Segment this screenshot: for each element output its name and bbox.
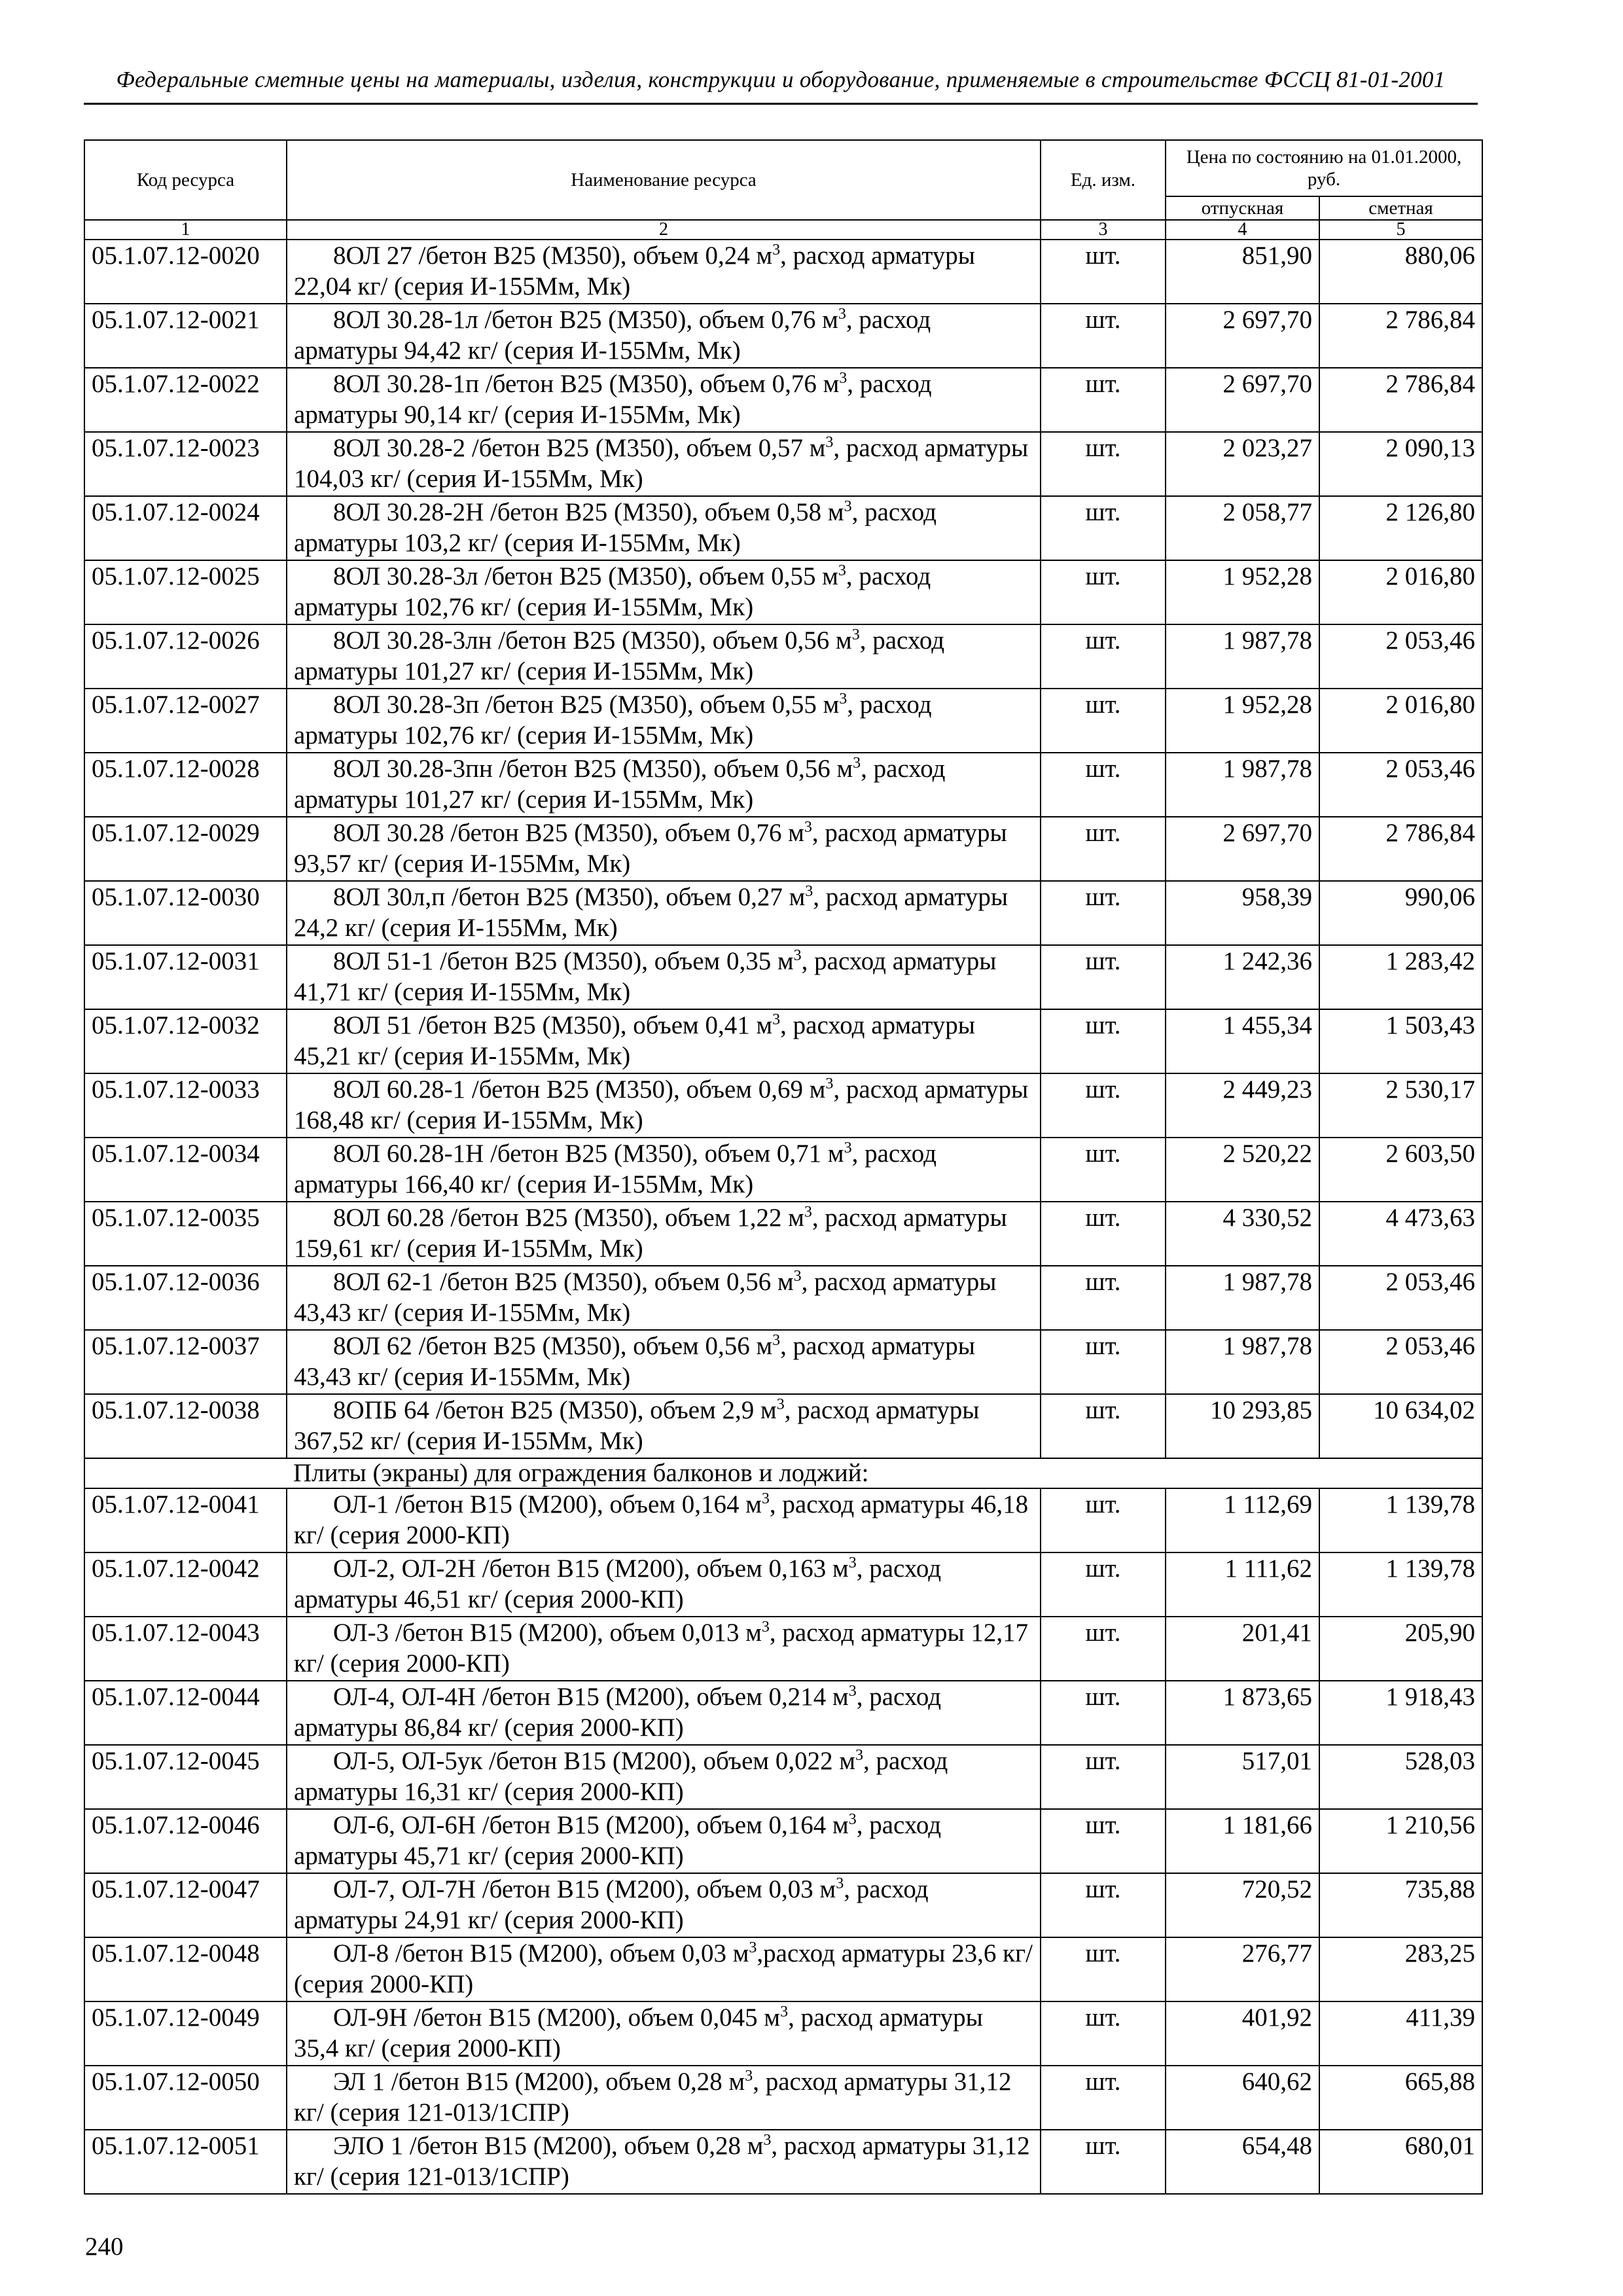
header-rule <box>84 103 1478 105</box>
resource-name <box>287 1202 1041 1266</box>
superscript: 3 <box>839 691 847 708</box>
resource-name-tail: , расход арматуры 31,12 кг/ (серия 121-013/1СПР) <box>294 2132 1030 2191</box>
table-row <box>84 2130 1482 2194</box>
resource-name-text: 8ОЛ 30.28-3лн /бетон В25 (М350), объем 0,56 м <box>333 626 852 655</box>
table-row <box>84 368 1482 432</box>
superscript: 3 <box>844 1139 852 1157</box>
resource-name <box>287 881 1041 945</box>
estimate-price: 1 210,56 <box>1319 1809 1482 1873</box>
resource-code: 05.1.07.12-0020 <box>84 240 287 304</box>
resource-name-text: ЭЛО 1 /бетон В15 (М200), объем 0,28 м <box>333 2132 764 2160</box>
column-header-unit: Ед. изм. <box>1041 140 1166 220</box>
release-price: 1 181,66 <box>1166 1809 1319 1873</box>
unit: шт. <box>1041 1488 1166 1552</box>
superscript: 3 <box>780 2003 789 2020</box>
estimate-price: 4 473,63 <box>1319 1202 1482 1266</box>
table-row <box>84 881 1482 945</box>
estimate-price: 1 283,42 <box>1319 945 1482 1009</box>
resource-name-text: 8ОЛ 30.28-2Н /бетон В25 (М350), объем 0,58 м <box>333 498 844 526</box>
resource-name <box>287 240 1041 304</box>
estimate-price: 2 786,84 <box>1319 368 1482 432</box>
resource-name <box>287 753 1041 817</box>
unit: шт. <box>1041 1073 1166 1138</box>
resource-code: 05.1.07.12-0038 <box>84 1394 287 1458</box>
unit: шт. <box>1041 1873 1166 1937</box>
table-row <box>84 496 1482 560</box>
estimate-price: 2 786,84 <box>1319 817 1482 881</box>
resource-name-tail: , расход арматуры 24,2 кг/ (серия И-155Мм, Мк) <box>294 883 1008 942</box>
superscript: 3 <box>848 1811 857 1828</box>
release-price: 276,77 <box>1166 1937 1319 2001</box>
estimate-price: 2 053,46 <box>1319 1266 1482 1330</box>
estimate-price: 880,06 <box>1319 240 1482 304</box>
resource-name <box>287 1266 1041 1330</box>
unit: шт. <box>1041 1330 1166 1394</box>
resource-code: 05.1.07.12-0037 <box>84 1330 287 1394</box>
release-price: 2 697,70 <box>1166 304 1319 368</box>
unit: шт. <box>1041 304 1166 368</box>
release-price: 4 330,52 <box>1166 1202 1319 1266</box>
resource-name-text: 8ОЛ 51 /бетон В25 (М350), объем 0,41 м <box>333 1011 773 1039</box>
resource-code: 05.1.07.12-0025 <box>84 560 287 624</box>
estimate-price: 680,01 <box>1319 2130 1482 2194</box>
table-row <box>84 753 1482 817</box>
column-header-estimate-price: сметная <box>1319 196 1482 220</box>
table-row <box>84 1809 1482 1873</box>
resource-name-tail: , расход арматуры 45,71 кг/ (серия 2000-КП) <box>294 1811 942 1870</box>
superscript: 3 <box>805 883 813 900</box>
release-price: 1 987,78 <box>1166 753 1319 817</box>
superscript: 3 <box>745 2068 753 2085</box>
unit: шт. <box>1041 1937 1166 2001</box>
estimate-price: 735,88 <box>1319 1873 1482 1937</box>
release-price: 2 520,22 <box>1166 1138 1319 1202</box>
unit: шт. <box>1041 881 1166 945</box>
resource-name-text: ОЛ-1 /бетон В15 (М200), объем 0,164 м <box>333 1490 762 1518</box>
resource-name <box>287 1745 1041 1809</box>
release-price: 1 952,28 <box>1166 689 1319 753</box>
resource-code: 05.1.07.12-0045 <box>84 1745 287 1809</box>
estimate-price: 2 053,46 <box>1319 624 1482 689</box>
section-title: Плиты (экраны) для ограждения балконов и лоджий: <box>287 1458 1482 1488</box>
unit: шт. <box>1041 1681 1166 1745</box>
resource-name-tail: , расход арматуры 35,4 кг/ (серия 2000-КП) <box>294 2003 983 2062</box>
table-row <box>84 624 1482 689</box>
estimate-price: 1 918,43 <box>1319 1681 1482 1745</box>
resource-code: 05.1.07.12-0046 <box>84 1809 287 1873</box>
superscript: 3 <box>838 562 846 579</box>
resource-name <box>287 1681 1041 1745</box>
superscript: 3 <box>804 819 812 836</box>
unit: шт. <box>1041 624 1166 689</box>
superscript: 3 <box>853 755 861 772</box>
table-row <box>84 560 1482 624</box>
resource-name-text: 8ОЛ 30.28-1п /бетон В25 (М350), объем 0,76 м <box>333 370 840 398</box>
resource-code: 05.1.07.12-0034 <box>84 1138 287 1202</box>
superscript: 3 <box>851 626 860 643</box>
release-price: 1 952,28 <box>1166 560 1319 624</box>
resource-name-text: 8ОЛ 30.28-2 /бетон В25 (М350), объем 0,57 м <box>333 434 826 462</box>
resource-name <box>287 368 1041 432</box>
superscript: 3 <box>804 1204 812 1221</box>
resource-name <box>287 1552 1041 1617</box>
unit: шт. <box>1041 1394 1166 1458</box>
resource-name-tail: , расход арматуры 90,14 кг/ (серия И-155Мм, Мк) <box>294 370 932 429</box>
estimate-price: 528,03 <box>1319 1745 1482 1809</box>
resource-name <box>287 1488 1041 1552</box>
release-price: 401,92 <box>1166 2001 1319 2066</box>
table-row <box>84 240 1482 304</box>
resource-code: 05.1.07.12-0026 <box>84 624 287 689</box>
release-price: 958,39 <box>1166 881 1319 945</box>
unit: шт. <box>1041 1809 1166 1873</box>
resource-name <box>287 1617 1041 1681</box>
unit: шт. <box>1041 560 1166 624</box>
estimate-price: 2 603,50 <box>1319 1138 1482 1202</box>
resource-name-text: 8ОЛ 51-1 /бетон В25 (М350), объем 0,35 м <box>333 947 794 975</box>
unit: шт. <box>1041 753 1166 817</box>
resource-name <box>287 1073 1041 1138</box>
resource-name-tail: ,расход арматуры 23,6 кг/ (серия 2000-КП) <box>294 1939 1033 1998</box>
resource-code: 05.1.07.12-0030 <box>84 881 287 945</box>
resource-name <box>287 945 1041 1009</box>
unit: шт. <box>1041 1745 1166 1809</box>
superscript: 3 <box>839 370 847 387</box>
running-title: Федеральные сметные цены на материалы, изделия, конструкции и оборудование, применяемые в строительстве ФССЦ 81-01-2001 <box>116 67 1446 92</box>
resource-name <box>287 1937 1041 2001</box>
resource-code: 05.1.07.12-0024 <box>84 496 287 560</box>
table-row <box>84 1073 1482 1138</box>
resource-code: 05.1.07.12-0043 <box>84 1617 287 1681</box>
resource-name <box>287 624 1041 689</box>
resource-name-tail: , расход арматуры 166,40 кг/ (серия И-155Мм, Мк) <box>294 1139 936 1198</box>
resource-name-tail: , расход арматуры 16,31 кг/ (серия 2000-КП) <box>294 1747 948 1806</box>
release-price: 720,52 <box>1166 1873 1319 1937</box>
column-number: 3 <box>1041 220 1166 240</box>
superscript: 3 <box>761 1619 770 1636</box>
resource-name-text: ОЛ-7, ОЛ-7Н /бетон В15 (М200), объем 0,03 м <box>333 1875 836 1903</box>
estimate-price: 411,39 <box>1319 2001 1482 2066</box>
superscript: 3 <box>844 498 852 515</box>
resource-name-tail: , расход арматуры 86,84 кг/ (серия 2000-КП) <box>294 1683 942 1742</box>
column-header-code: Код ресурса <box>84 140 287 220</box>
superscript: 3 <box>848 1683 857 1700</box>
table-row <box>84 432 1482 496</box>
release-price: 2 697,70 <box>1166 368 1319 432</box>
resource-name-text: ОЛ-8 /бетон В15 (М200), объем 0,03 м <box>333 1939 749 1967</box>
superscript: 3 <box>772 242 781 259</box>
resource-name-text: ОЛ-9Н /бетон В15 (М200), объем 0,045 м <box>333 2003 781 2032</box>
estimate-price: 10 634,02 <box>1319 1394 1482 1458</box>
resource-code: 05.1.07.12-0035 <box>84 1202 287 1266</box>
resource-name-tail: , расход арматуры 102,76 кг/ (серия И-155Мм, Мк) <box>294 562 931 621</box>
resource-name-tail: , расход арматуры 45,21 кг/ (серия И-155Мм, Мк) <box>294 1011 975 1070</box>
superscript: 3 <box>825 1075 834 1092</box>
superscript: 3 <box>749 1939 757 1956</box>
resource-name-text: 8ОЛ 30.28-3пн /бетон В25 (М350), объем 0,56 м <box>333 755 853 783</box>
resource-name <box>287 2066 1041 2130</box>
unit: шт. <box>1041 817 1166 881</box>
resource-code: 05.1.07.12-0047 <box>84 1873 287 1937</box>
table-row <box>84 1138 1482 1202</box>
table-row <box>84 2066 1482 2130</box>
resource-name-text: 8ОЛ 30.28-3п /бетон В25 (М350), объем 0,55 м <box>333 691 840 719</box>
release-price: 1 873,65 <box>1166 1681 1319 1745</box>
resource-name-tail: , расход арматуры 24,91 кг/ (серия 2000-КП) <box>294 1875 929 1934</box>
release-price: 640,62 <box>1166 2066 1319 2130</box>
release-price: 2 449,23 <box>1166 1073 1319 1138</box>
estimate-price: 1 503,43 <box>1319 1009 1482 1073</box>
resource-name-text: ОЛ-5, ОЛ-5ук /бетон В15 (М200), объем 0,022 м <box>333 1747 856 1775</box>
resource-name-tail: , расход арматуры 46,51 кг/ (серия 2000-КП) <box>294 1554 942 1613</box>
estimate-price: 665,88 <box>1319 2066 1482 2130</box>
table-row <box>84 1009 1482 1073</box>
section-code-cell <box>84 1458 287 1488</box>
superscript: 3 <box>761 1490 770 1507</box>
table-row <box>84 1937 1482 2001</box>
resource-name <box>287 304 1041 368</box>
unit: шт. <box>1041 432 1166 496</box>
resource-name-tail: , расход арматуры 43,43 кг/ (серия И-155Мм, Мк) <box>294 1332 975 1391</box>
release-price: 201,41 <box>1166 1617 1319 1681</box>
superscript: 3 <box>793 1268 802 1285</box>
resource-code: 05.1.07.12-0050 <box>84 2066 287 2130</box>
release-price: 1 987,78 <box>1166 1330 1319 1394</box>
release-price: 851,90 <box>1166 240 1319 304</box>
estimate-price: 1 139,78 <box>1319 1552 1482 1617</box>
release-price: 1 987,78 <box>1166 1266 1319 1330</box>
table-row <box>84 1745 1482 1809</box>
resource-name-tail: , расход арматуры 93,57 кг/ (серия И-155Мм, Мк) <box>294 819 1007 878</box>
resource-name-tail: , расход арматуры 104,03 кг/ (серия И-155Мм, Мк) <box>294 434 1029 493</box>
superscript: 3 <box>855 1747 864 1764</box>
resource-name-tail: , расход арматуры 12,17 кг/ (серия 2000-КП) <box>294 1619 1029 1677</box>
release-price: 654,48 <box>1166 2130 1319 2194</box>
release-price: 1 242,36 <box>1166 945 1319 1009</box>
estimate-price: 2 530,17 <box>1319 1073 1482 1138</box>
unit: шт. <box>1041 496 1166 560</box>
unit: шт. <box>1041 689 1166 753</box>
resource-code: 05.1.07.12-0022 <box>84 368 287 432</box>
superscript: 3 <box>836 1875 844 1892</box>
resource-name-tail: , расход арматуры 46,18 кг/ (серия 2000-КП) <box>294 1490 1029 1549</box>
resource-name-tail: , расход арматуры 367,52 кг/ (серия И-155Мм, Мк) <box>294 1396 980 1455</box>
table-row <box>84 304 1482 368</box>
resource-name-tail: , расход арматуры 43,43 кг/ (серия И-155Мм, Мк) <box>294 1268 997 1327</box>
superscript: 3 <box>838 306 846 323</box>
unit: шт. <box>1041 2130 1166 2194</box>
release-price: 2 058,77 <box>1166 496 1319 560</box>
table-row <box>84 2001 1482 2066</box>
resource-code: 05.1.07.12-0033 <box>84 1073 287 1138</box>
resource-name-text: 8ОЛ 62 /бетон В25 (М350), объем 0,56 м <box>333 1332 773 1360</box>
estimate-price: 283,25 <box>1319 1937 1482 2001</box>
page-number: 240 <box>85 2233 124 2261</box>
resource-name <box>287 2130 1041 2194</box>
resource-name-text: ОЛ-4, ОЛ-4Н /бетон В15 (М200), объем 0,214 м <box>333 1683 849 1711</box>
resource-name <box>287 689 1041 753</box>
resource-name-text: 8ОЛ 60.28-1 /бетон В25 (М350), объем 0,69 м <box>333 1075 826 1103</box>
release-price: 10 293,85 <box>1166 1394 1319 1458</box>
column-number-row <box>84 220 1482 240</box>
table-row <box>84 1266 1482 1330</box>
resource-name-text: ОЛ-2, ОЛ-2Н /бетон В15 (М200), объем 0,163 м <box>333 1554 849 1583</box>
resource-name-text: 8ОЛ 30.28-3л /бетон В25 (М350), объем 0,55 м <box>333 562 838 590</box>
resource-name-text: 8ОЛ 30.28-1л /бетон В25 (М350), объем 0,76 м <box>333 306 838 334</box>
table-row <box>84 689 1482 753</box>
resource-name-tail: , расход арматуры 103,2 кг/ (серия И-155Мм, Мк) <box>294 498 936 557</box>
resource-name-text: ОЛ-3 /бетон В15 (М200), объем 0,013 м <box>333 1619 762 1647</box>
table-row <box>84 1873 1482 1937</box>
unit: шт. <box>1041 1138 1166 1202</box>
estimate-price: 2 016,80 <box>1319 689 1482 753</box>
resource-name-tail: , расход арматуры 168,48 кг/ (серия И-155Мм, Мк) <box>294 1075 1029 1134</box>
resource-code: 05.1.07.12-0027 <box>84 689 287 753</box>
resource-code: 05.1.07.12-0051 <box>84 2130 287 2194</box>
resource-name <box>287 1009 1041 1073</box>
resource-name <box>287 1809 1041 1873</box>
resource-name <box>287 432 1041 496</box>
table-row <box>84 817 1482 881</box>
superscript: 3 <box>772 1011 781 1028</box>
unit: шт. <box>1041 1552 1166 1617</box>
resource-code: 05.1.07.12-0042 <box>84 1552 287 1617</box>
resource-name-text: 8ОЛ 60.28-1Н /бетон В25 (М350), объем 0,71 м <box>333 1139 844 1168</box>
column-header-price-group: Цена по состоянию на 01.01.2000, руб. <box>1166 140 1482 196</box>
superscript: 3 <box>776 1396 785 1413</box>
resource-code: 05.1.07.12-0032 <box>84 1009 287 1073</box>
column-number: 4 <box>1166 220 1319 240</box>
superscript: 3 <box>825 434 834 451</box>
resource-code: 05.1.07.12-0021 <box>84 304 287 368</box>
resource-name <box>287 1873 1041 1937</box>
superscript: 3 <box>793 947 802 964</box>
resource-name-text: 8ОЛ 60.28 /бетон В25 (М350), объем 1,22 м <box>333 1204 804 1232</box>
resource-code: 05.1.07.12-0049 <box>84 2001 287 2066</box>
table-row <box>84 1202 1482 1266</box>
estimate-price: 2 786,84 <box>1319 304 1482 368</box>
resource-name-text: 8ОЛ 27 /бетон В25 (М350), объем 0,24 м <box>333 242 773 270</box>
table-row <box>84 1488 1482 1552</box>
unit: шт. <box>1041 1617 1166 1681</box>
unit: шт. <box>1041 1266 1166 1330</box>
resource-name-tail: , расход арматуры 102,76 кг/ (серия И-155Мм, Мк) <box>294 691 932 749</box>
estimate-price: 1 139,78 <box>1319 1488 1482 1552</box>
resource-name <box>287 817 1041 881</box>
resource-name-text: ОЛ-6, ОЛ-6Н /бетон В15 (М200), объем 0,164 м <box>333 1811 849 1839</box>
resource-code: 05.1.07.12-0048 <box>84 1937 287 2001</box>
resource-name-tail: , расход арматуры 31,12 кг/ (серия 121-013/1СПР) <box>294 2068 1012 2126</box>
column-number: 5 <box>1319 220 1482 240</box>
resource-name-tail: , расход арматуры 159,61 кг/ (серия И-155Мм, Мк) <box>294 1204 1007 1263</box>
resource-name-tail: , расход арматуры 101,27 кг/ (серия И-155Мм, Мк) <box>294 626 945 685</box>
table-row <box>84 1617 1482 1681</box>
resource-name-text: 8ОПБ 64 /бетон В25 (М350), объем 2,9 м <box>333 1396 777 1424</box>
resource-name <box>287 560 1041 624</box>
release-price: 2 023,27 <box>1166 432 1319 496</box>
estimate-price: 990,06 <box>1319 881 1482 945</box>
column-header-release-price: отпускная <box>1166 196 1319 220</box>
unit: шт. <box>1041 945 1166 1009</box>
unit: шт. <box>1041 240 1166 304</box>
estimate-price: 2 053,46 <box>1319 753 1482 817</box>
release-price: 1 987,78 <box>1166 624 1319 689</box>
release-price: 1 112,69 <box>1166 1488 1319 1552</box>
column-header-name: Наименование ресурса <box>287 140 1041 220</box>
column-number: 2 <box>287 220 1041 240</box>
estimate-price: 2 126,80 <box>1319 496 1482 560</box>
resource-code: 05.1.07.12-0029 <box>84 817 287 881</box>
unit: шт. <box>1041 1202 1166 1266</box>
table-row <box>84 945 1482 1009</box>
release-price: 1 455,34 <box>1166 1009 1319 1073</box>
table-row <box>84 1552 1482 1617</box>
resource-name <box>287 1138 1041 1202</box>
resource-name <box>287 496 1041 560</box>
column-number: 1 <box>84 220 287 240</box>
unit: шт. <box>1041 368 1166 432</box>
resource-name <box>287 1330 1041 1394</box>
resource-name-text: 8ОЛ 62-1 /бетон В25 (М350), объем 0,56 м <box>333 1268 794 1296</box>
table-row <box>84 1394 1482 1458</box>
estimate-price: 2 053,46 <box>1319 1330 1482 1394</box>
resource-name-tail: , расход арматуры 101,27 кг/ (серия И-155Мм, Мк) <box>294 755 946 814</box>
superscript: 3 <box>763 2132 772 2149</box>
resource-name <box>287 2001 1041 2066</box>
resource-code: 05.1.07.12-0044 <box>84 1681 287 1745</box>
release-price: 1 111,62 <box>1166 1552 1319 1617</box>
resource-code: 05.1.07.12-0028 <box>84 753 287 817</box>
resource-code: 05.1.07.12-0041 <box>84 1488 287 1552</box>
resource-name-tail: , расход арматуры 22,04 кг/ (серия И-155Мм, Мк) <box>294 242 975 300</box>
resource-name-text: 8ОЛ 30.28 /бетон В25 (М350), объем 0,76 м <box>333 819 804 847</box>
resource-name-text: ЭЛ 1 /бетон В15 (М200), объем 0,28 м <box>333 2068 745 2096</box>
resource-code: 05.1.07.12-0031 <box>84 945 287 1009</box>
resource-code: 05.1.07.12-0036 <box>84 1266 287 1330</box>
resource-code: 05.1.07.12-0023 <box>84 432 287 496</box>
release-price: 2 697,70 <box>1166 817 1319 881</box>
resource-name-tail: , расход арматуры 41,71 кг/ (серия И-155Мм, Мк) <box>294 947 997 1006</box>
superscript: 3 <box>848 1554 857 1571</box>
estimate-price: 205,90 <box>1319 1617 1482 1681</box>
estimate-price: 2 090,13 <box>1319 432 1482 496</box>
estimate-price: 2 016,80 <box>1319 560 1482 624</box>
unit: шт. <box>1041 2001 1166 2066</box>
superscript: 3 <box>772 1332 781 1349</box>
price-table <box>84 139 1483 2195</box>
unit: шт. <box>1041 2066 1166 2130</box>
table-row <box>84 1681 1482 1745</box>
table-row <box>84 1330 1482 1394</box>
resource-name-tail: , расход арматуры 94,42 кг/ (серия И-155Мм, Мк) <box>294 306 931 365</box>
release-price: 517,01 <box>1166 1745 1319 1809</box>
unit: шт. <box>1041 1009 1166 1073</box>
section-row <box>84 1458 1482 1488</box>
resource-name-text: 8ОЛ 30л,п /бетон В25 (М350), объем 0,27 м <box>333 883 806 911</box>
resource-name <box>287 1394 1041 1458</box>
